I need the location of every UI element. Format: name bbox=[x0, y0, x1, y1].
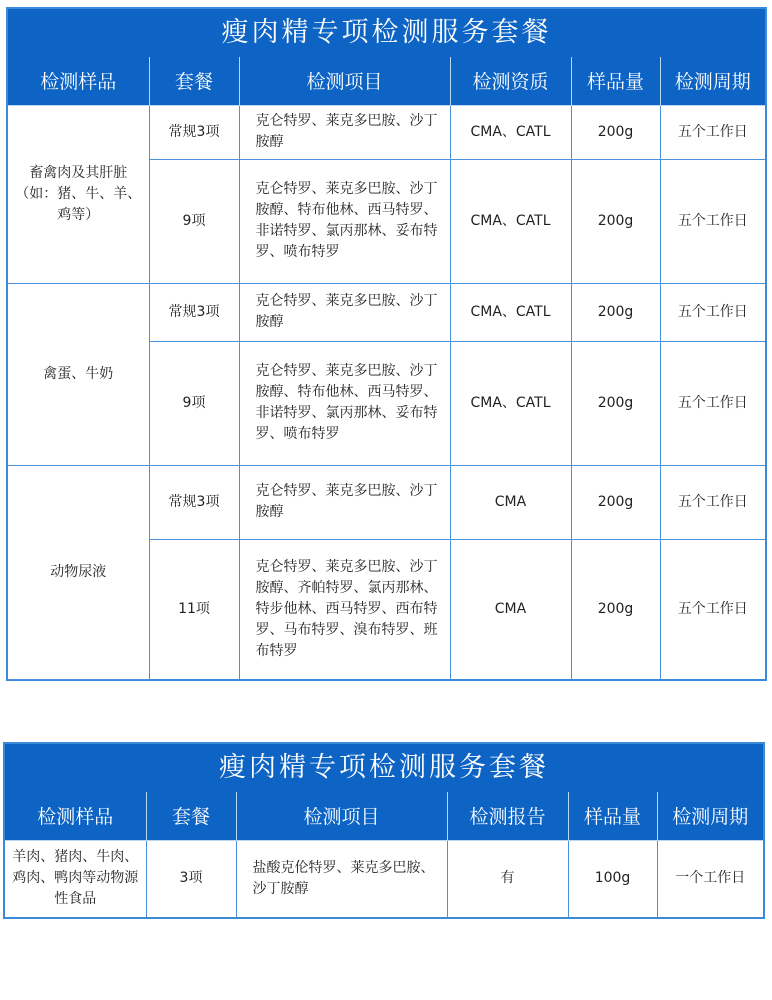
sample-cell: 动物尿液 bbox=[8, 465, 149, 679]
package-cell: 11项 bbox=[149, 539, 239, 679]
header-row bbox=[8, 57, 765, 105]
header-package: 套餐 bbox=[149, 57, 239, 105]
items-cell: 克仑特罗、莱克多巴胺、沙丁胺醇 bbox=[239, 465, 450, 539]
header-items: 检测项目 bbox=[236, 792, 447, 840]
qualification-cell: CMA、CATL bbox=[450, 105, 571, 159]
service-package-table-2 bbox=[3, 742, 765, 919]
table-row bbox=[8, 465, 765, 539]
period-cell: 一个工作日 bbox=[657, 840, 763, 917]
sample-cell: 畜禽肉及其肝脏（如：猪、牛、羊、鸡等） bbox=[8, 105, 149, 283]
header-period: 检测周期 bbox=[660, 57, 765, 105]
table-row bbox=[8, 283, 765, 341]
items-cell: 克仑特罗、莱克多巴胺、沙丁胺醇、齐帕特罗、氯丙那林、特步他林、西马特罗、西布特罗、马布特罗、溴布特罗、班布特罗 bbox=[239, 539, 450, 679]
header-row bbox=[5, 792, 763, 840]
amount-cell: 200g bbox=[571, 465, 660, 539]
table-title: 瘦肉精专项检测服务套餐 bbox=[5, 744, 763, 792]
qualification-cell: CMA、CATL bbox=[450, 341, 571, 465]
package-cell: 3项 bbox=[146, 840, 236, 917]
package-cell: 常规3项 bbox=[149, 465, 239, 539]
period-cell: 五个工作日 bbox=[660, 341, 765, 465]
table-row bbox=[8, 105, 765, 159]
package-cell: 常规3项 bbox=[149, 105, 239, 159]
header-amount: 样品量 bbox=[571, 57, 660, 105]
items-cell: 克仑特罗、莱克多巴胺、沙丁胺醇、特布他林、西马特罗、非诺特罗、氯丙那林、妥布特罗、喷布特罗 bbox=[239, 341, 450, 465]
package-cell: 9项 bbox=[149, 159, 239, 283]
service-package-table-1 bbox=[6, 7, 767, 681]
items-cell: 克仑特罗、莱克多巴胺、沙丁胺醇 bbox=[239, 105, 450, 159]
period-cell: 五个工作日 bbox=[660, 283, 765, 341]
header-items: 检测项目 bbox=[239, 57, 450, 105]
header-package: 套餐 bbox=[146, 792, 236, 840]
amount-cell: 200g bbox=[571, 341, 660, 465]
qualification-cell: CMA、CATL bbox=[450, 283, 571, 341]
qualification-cell: CMA bbox=[450, 465, 571, 539]
period-cell: 五个工作日 bbox=[660, 105, 765, 159]
package-cell: 常规3项 bbox=[149, 283, 239, 341]
amount-cell: 200g bbox=[571, 159, 660, 283]
qualification-cell: CMA bbox=[450, 539, 571, 679]
header-report: 检测报告 bbox=[447, 792, 568, 840]
header-sample: 检测样品 bbox=[5, 792, 146, 840]
amount-cell: 200g bbox=[571, 105, 660, 159]
period-cell: 五个工作日 bbox=[660, 465, 765, 539]
report-cell: 有 bbox=[447, 840, 568, 917]
table-row bbox=[5, 840, 763, 917]
items-cell: 克仑特罗、莱克多巴胺、沙丁胺醇 bbox=[239, 283, 450, 341]
amount-cell: 200g bbox=[571, 539, 660, 679]
table-title: 瘦肉精专项检测服务套餐 bbox=[8, 9, 765, 57]
sample-cell: 禽蛋、牛奶 bbox=[8, 283, 149, 465]
period-cell: 五个工作日 bbox=[660, 539, 765, 679]
items-cell: 克仑特罗、莱克多巴胺、沙丁胺醇、特布他林、西马特罗、非诺特罗、氯丙那林、妥布特罗、喷布特罗 bbox=[239, 159, 450, 283]
period-cell: 五个工作日 bbox=[660, 159, 765, 283]
header-amount: 样品量 bbox=[568, 792, 657, 840]
header-sample: 检测样品 bbox=[8, 57, 149, 105]
amount-cell: 200g bbox=[571, 283, 660, 341]
package-table bbox=[8, 57, 765, 680]
header-period: 检测周期 bbox=[657, 792, 763, 840]
qualification-cell: CMA、CATL bbox=[450, 159, 571, 283]
sample-cell: 羊肉、猪肉、牛肉、鸡肉、鸭肉等动物源性食品 bbox=[5, 840, 146, 917]
package-cell: 9项 bbox=[149, 341, 239, 465]
header-qualification: 检测资质 bbox=[450, 57, 571, 105]
package-table bbox=[5, 792, 763, 917]
amount-cell: 100g bbox=[568, 840, 657, 917]
items-cell: 盐酸克伦特罗、莱克多巴胺、沙丁胺醇 bbox=[236, 840, 447, 917]
